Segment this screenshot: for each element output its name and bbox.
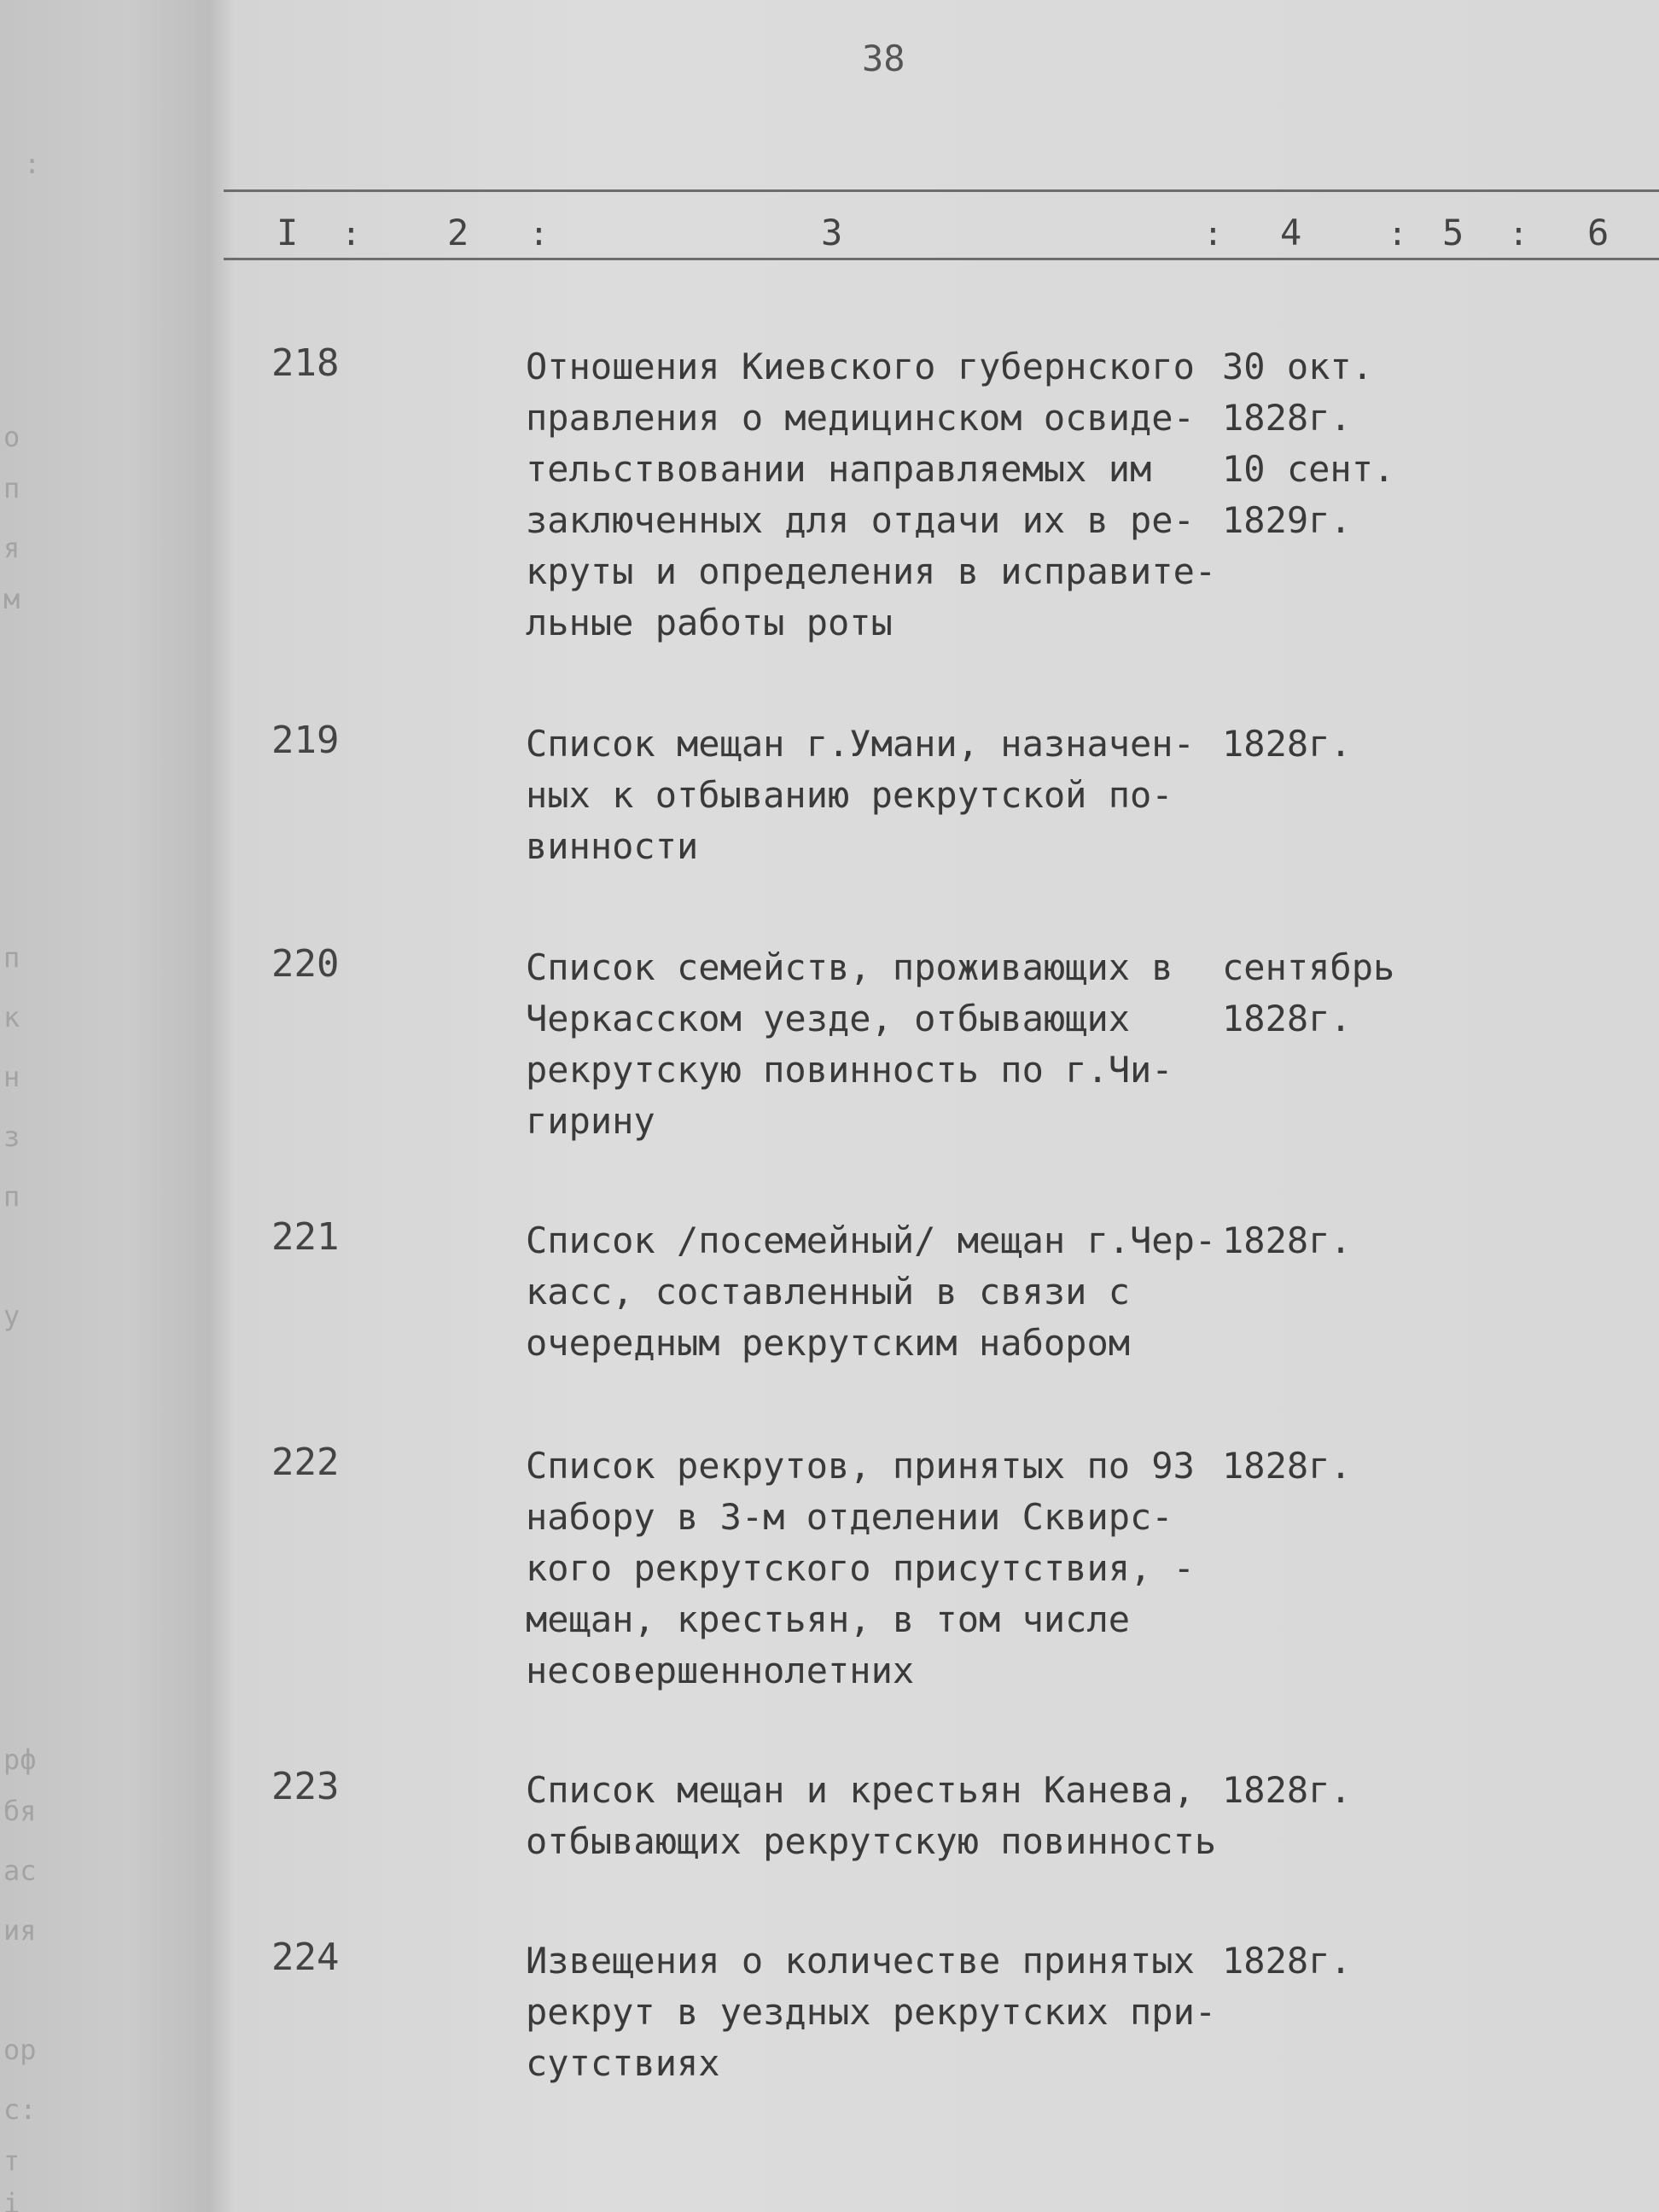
facing-page-mark: рф: [3, 1743, 37, 1776]
facing-page-mark: ия: [3, 1914, 37, 1947]
entry-description: [526, 1215, 1217, 1369]
entry-description: [526, 341, 1217, 649]
entry-dates: [1222, 1215, 1478, 1266]
description-line: рекрутскую повинность по г.Чи-: [526, 1049, 1173, 1091]
entry-number: 224: [271, 1936, 340, 1979]
description-line: Извещения о количестве принятых: [526, 1940, 1195, 1982]
description-line: заключенных для отдачи их в ре-: [526, 499, 1195, 541]
description-line: набору в 3-м отделении Сквирс-: [526, 1496, 1173, 1538]
header-bottom-rule: [224, 258, 1659, 260]
column-separator: :: [1203, 215, 1223, 253]
facing-page-mark: я: [3, 532, 20, 564]
description-line: Черкасском уезде, отбывающих: [526, 998, 1131, 1039]
date-line: сентябрь: [1222, 946, 1395, 988]
entry-number: 219: [271, 719, 340, 762]
entry-dates: [1222, 341, 1478, 546]
date-line: 1828г.: [1222, 1940, 1352, 1982]
description-line: Список мещан и крестьян Канева,: [526, 1769, 1195, 1811]
column-header-5: 5: [1442, 212, 1464, 253]
description-line: рекрут в уездных рекрутских при-: [526, 1991, 1217, 2033]
facing-page-mark: :: [24, 148, 41, 180]
description-line: сутствиях: [526, 2042, 720, 2084]
facing-page-mark: п: [3, 941, 20, 974]
description-line: несовершеннолетних: [526, 1650, 915, 1691]
description-line: Список семейств, проживающих в: [526, 946, 1173, 988]
facing-page-mark: у: [3, 1300, 20, 1332]
facing-page-mark: бя: [3, 1795, 37, 1827]
description-line: Список /посемейный/ мещан г.Чер-: [526, 1220, 1217, 1261]
description-line: льные работы роты: [526, 602, 893, 643]
facing-page-mark: і: [3, 2187, 20, 2212]
description-line: касс, составленный в связи с: [526, 1271, 1131, 1313]
facing-page-mark: з: [3, 1121, 20, 1153]
column-separator: :: [341, 215, 361, 253]
entry-description: [526, 1765, 1217, 1867]
column-separator: :: [529, 215, 549, 253]
entry-number: 221: [271, 1215, 340, 1259]
description-line: мещан, крестьян, в том числе: [526, 1598, 1131, 1640]
entry-description: [526, 1936, 1217, 2089]
entry-dates: [1222, 1441, 1478, 1492]
date-line: 30 окт.: [1222, 346, 1374, 387]
description-line: кого рекрутского присутствия, -: [526, 1547, 1195, 1589]
date-line: 1828г.: [1222, 1445, 1352, 1487]
facing-page-mark: с:: [3, 2093, 37, 2126]
column-header-6: 6: [1587, 212, 1610, 253]
facing-page-mark: т: [3, 2145, 20, 2177]
date-line: 1828г.: [1222, 1220, 1352, 1261]
description-line: винности: [526, 825, 699, 867]
page-number: 38: [862, 38, 905, 79]
column-separator: :: [1388, 215, 1407, 253]
entry-number: 220: [271, 942, 340, 986]
facing-page-mark: п: [3, 472, 20, 504]
date-line: 10 сент.: [1222, 448, 1395, 490]
entry-description: [526, 942, 1208, 1147]
entry-number: 222: [271, 1441, 340, 1484]
date-line: 1828г.: [1222, 723, 1352, 765]
description-line: очередным рекрутским набором: [526, 1322, 1131, 1364]
description-line: Список мещан г.Умани, назначен-: [526, 723, 1195, 765]
date-line: 1828г.: [1222, 1769, 1352, 1811]
entry-dates: [1222, 1936, 1478, 1987]
facing-page-mark: ор: [3, 2034, 37, 2066]
date-line: 1828г.: [1222, 397, 1352, 439]
entry-number: 218: [271, 341, 340, 385]
entry-dates: [1222, 719, 1478, 770]
column-separator: :: [1509, 215, 1528, 253]
date-line: 1828г.: [1222, 998, 1352, 1039]
description-line: отбывающих рекрутскую повинность: [526, 1820, 1217, 1862]
facing-page-mark: м: [3, 583, 20, 615]
entry-dates: [1222, 942, 1478, 1045]
column-header-4: 4: [1280, 212, 1302, 253]
description-line: Список рекрутов, принятых по 93: [526, 1445, 1195, 1487]
description-line: тельствовании направляемых им: [526, 448, 1152, 490]
header-top-rule: [224, 189, 1659, 192]
column-header-1: I: [276, 212, 299, 253]
facing-page-mark: о: [3, 421, 20, 453]
description-line: ных к отбыванию рекрутской по-: [526, 774, 1173, 816]
description-line: гирину: [526, 1100, 655, 1142]
entry-description: [526, 1441, 1208, 1697]
description-line: круты и определения в исправите-: [526, 550, 1217, 592]
entry-number: 223: [271, 1765, 340, 1808]
description-line: Отношения Киевского губернского: [526, 346, 1195, 387]
column-header-2: 2: [447, 212, 469, 253]
entry-description: [526, 719, 1208, 872]
facing-page-mark: ас: [3, 1854, 37, 1887]
facing-page-mark: п: [3, 1180, 20, 1213]
date-line: 1829г.: [1222, 499, 1352, 541]
facing-page-mark: н: [3, 1061, 20, 1093]
facing-page-mark: к: [3, 1001, 20, 1033]
entry-dates: [1222, 1765, 1478, 1816]
column-header-3: 3: [821, 212, 843, 253]
description-line: правления о медицинском освиде-: [526, 397, 1195, 439]
